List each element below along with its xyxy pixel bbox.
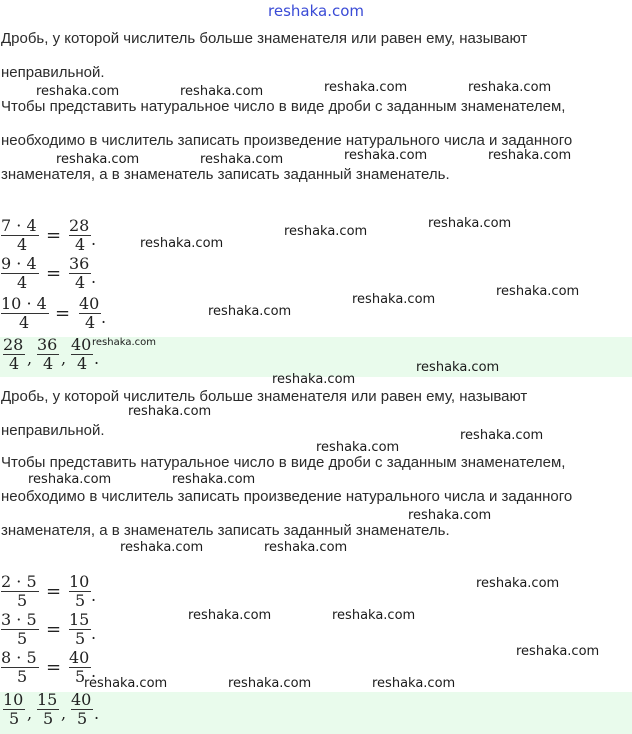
equation-1 [1, 216, 121, 254]
watermark: reshaka.com [468, 80, 552, 95]
watermark: reshaka.com [408, 508, 492, 523]
numerator: 40 [79, 294, 100, 313]
denominator: 4 [77, 354, 88, 373]
comma: , [61, 349, 67, 368]
numerator: 28 [3, 335, 24, 354]
comma: , [61, 704, 67, 723]
watermark: reshaka.com [324, 80, 408, 95]
fraction [79, 294, 101, 332]
fraction [1, 648, 39, 686]
watermark: reshaka.com [36, 84, 120, 99]
denominator: 5 [17, 629, 28, 648]
fraction [37, 335, 59, 373]
denominator: 4 [19, 313, 30, 332]
watermark: reshaka.com [208, 304, 292, 319]
denominator: 4 [75, 235, 86, 254]
period: . [91, 662, 97, 681]
comma: , [27, 349, 33, 368]
fraction [69, 216, 91, 254]
watermark: reshaka.com [344, 148, 428, 163]
watermark: reshaka.com [56, 152, 140, 167]
numerator: 36 [37, 335, 58, 354]
watermark: reshaka.com [120, 540, 204, 555]
numerator: 15 [37, 690, 58, 709]
watermark: reshaka.com [352, 292, 436, 307]
fraction [69, 254, 91, 292]
denominator: 4 [43, 354, 54, 373]
period: . [91, 624, 97, 643]
denominator: 5 [77, 709, 88, 728]
watermark: reshaka.com [496, 284, 580, 299]
numerator: 36 [69, 254, 90, 273]
watermark: reshaka.com [140, 236, 224, 251]
denominator: 5 [17, 591, 28, 610]
numerator: 40 [69, 648, 90, 667]
numerator: 10 [3, 690, 24, 709]
fraction [71, 335, 93, 373]
denominator: 5 [75, 629, 86, 648]
equation-3 [1, 294, 131, 332]
watermark: reshaka.com [172, 472, 256, 487]
numerator: 10 · 4 [1, 294, 47, 313]
period: . [91, 230, 97, 249]
equals-sign: = [46, 619, 62, 640]
fraction [3, 690, 25, 728]
watermark: reshaka.com [84, 676, 168, 691]
denominator: 5 [9, 709, 20, 728]
fraction [1, 610, 39, 648]
numerator: 15 [69, 610, 90, 629]
definition-text: Дробь, у которой числитель больше знаменателя или равен ему, называют неправильной. [1, 30, 528, 81]
denominator: 4 [17, 273, 28, 292]
fraction [1, 572, 39, 610]
fraction [69, 572, 91, 610]
equation-2 [1, 254, 121, 292]
numerator: 40 [71, 690, 92, 709]
denominator: 5 [75, 667, 86, 686]
fraction [3, 335, 25, 373]
numerator: 8 · 5 [1, 648, 37, 667]
period: . [91, 268, 97, 287]
denominator: 4 [9, 354, 20, 373]
equals-sign: = [46, 225, 62, 246]
denominator: 5 [17, 667, 28, 686]
fraction [1, 216, 39, 254]
watermark: reshaka.com [92, 337, 156, 348]
watermark: reshaka.com [332, 608, 416, 623]
comma: , [27, 704, 33, 723]
fraction [71, 690, 93, 728]
watermark: reshaka.com [228, 676, 312, 691]
watermark: reshaka.com [28, 472, 112, 487]
numerator: 9 · 4 [1, 254, 37, 273]
fraction [1, 254, 39, 292]
watermark: reshaka.com [488, 148, 572, 163]
period: . [94, 704, 100, 723]
equals-sign: = [46, 263, 62, 284]
numerator: 2 · 5 [1, 572, 37, 591]
answer-box [0, 692, 632, 734]
numerator: 7 · 4 [1, 216, 37, 235]
numerator: 3 · 5 [1, 610, 37, 629]
denominator: 4 [75, 273, 86, 292]
numerator: 40 [71, 335, 92, 354]
equation-1 [1, 572, 121, 610]
denominator: 4 [85, 313, 96, 332]
watermark: reshaka.com [284, 224, 368, 239]
period: . [94, 349, 100, 368]
watermark: reshaka.com [200, 152, 284, 167]
watermark: reshaka.com [188, 608, 272, 623]
watermark: reshaka.com [316, 440, 400, 455]
denominator: 5 [75, 591, 86, 610]
watermark: reshaka.com [460, 428, 544, 443]
numerator: 10 [69, 572, 90, 591]
watermark: reshaka.com [416, 360, 500, 375]
period: . [101, 308, 107, 327]
equals-sign: = [46, 581, 62, 602]
watermark: reshaka.com [180, 84, 264, 99]
period: . [91, 586, 97, 605]
equals-sign: = [55, 303, 71, 324]
watermark: reshaka.com [476, 576, 560, 591]
equals-sign: = [46, 657, 62, 678]
watermark: reshaka.com [428, 216, 512, 231]
numerator: 28 [69, 216, 90, 235]
definition-text: Дробь, у которой числитель больше знаменателя или равен ему, называют неправильной. [1, 388, 528, 439]
watermark: reshaka.com [264, 540, 348, 555]
denominator: 5 [43, 709, 54, 728]
site-header-link[interactable]: reshaka.com [268, 2, 364, 20]
watermark: reshaka.com [516, 644, 600, 659]
equation-2 [1, 610, 121, 648]
rule-text: Чтобы представить натуральное число в виде дроби с заданным знаменателем, необходимо в числитель записать произведение натурального числа и заданного знаменателя, а в знаменатель записать заданный знаменатель. [1, 98, 573, 183]
fraction [37, 690, 59, 728]
watermark: reshaka.com [272, 372, 356, 387]
rule-text: Чтобы представить натуральное число в виде дроби с заданным знаменателем, необходимо в числитель записать произведение натурального числа и заданного знаменателя, а в знаменатель записать заданный знаменатель. [1, 454, 573, 539]
fraction [69, 610, 91, 648]
fraction [69, 648, 91, 686]
denominator: 4 [17, 235, 28, 254]
watermark: reshaka.com [372, 676, 456, 691]
watermark: reshaka.com [128, 404, 212, 419]
answer-fractions [1, 690, 121, 728]
fraction [1, 294, 49, 332]
